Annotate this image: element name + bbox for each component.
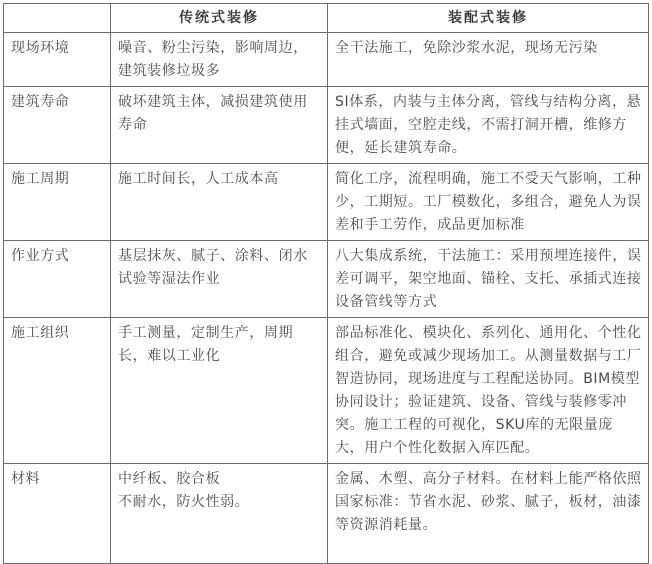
row-traditional: 中纤板、胶合板 不耐水，防火性弱。 [111,464,328,564]
table-row [4,164,649,241]
row-category: 建筑寿命 [4,87,111,164]
row-category: 作业方式 [4,241,111,318]
row-category: 现场环境 [4,33,111,87]
header-row [4,4,649,33]
row-traditional: 破坏建筑主体，减损建筑使用寿命 [111,87,328,164]
table-row [4,87,649,164]
row-prefab: 部品标准化、模块化、系列化、通用化、个性化组合，避免或减少现场加工。从测量数据与工厂智造协同，现场进度与工程配送协同。BIM模型协同设计；验证建筑、设备、管线与装修零冲突。施工工程的可视化，SKU库的无限量庞大，用户个性化数据入库匹配。 [328,318,649,464]
row-prefab: 全干法施工，免除沙浆水泥，现场无污染 [328,33,649,87]
row-prefab: 金属、木塑、高分子材料。在材料上能严格依照国家标准：节省水泥、砂浆、腻子，板材，油漆等资源消耗量。 [328,464,649,564]
row-traditional: 手工测量，定制生产，周期长，难以工业化 [111,318,328,464]
table-row [4,464,649,564]
table-row [4,33,649,87]
row-category: 施工组织 [4,318,111,464]
row-traditional: 施工时间长，人工成本高 [111,164,328,241]
header-empty [4,4,111,33]
row-traditional: 基层抹灰、腻子、涂料、闭水试验等湿法作业 [111,241,328,318]
row-category: 施工周期 [4,164,111,241]
row-prefab: 简化工序，流程明确，施工不受天气影响，工种少，工期短。工厂模数化，多组合，避免人为误差和手工劳作，成品更加标准 [328,164,649,241]
table-row [4,318,649,464]
header-traditional: 传统式装修 [111,4,328,33]
row-prefab: SI体系，内装与主体分离，管线与结构分离，悬挂式墙面，空腔走线，不需打洞开槽，维修方便，延长建筑寿命。 [328,87,649,164]
row-prefab: 八大集成系统，干法施工：采用预埋连接件，误差可调平，架空地面、锚栓、支托、承插式连接设备管线等方式 [328,241,649,318]
header-prefab: 装配式装修 [328,4,649,33]
table-row [4,241,649,318]
row-traditional: 噪音、粉尘污染，影响周边，建筑装修垃圾多 [111,33,328,87]
comparison-table [3,3,649,564]
row-category: 材料 [4,464,111,564]
